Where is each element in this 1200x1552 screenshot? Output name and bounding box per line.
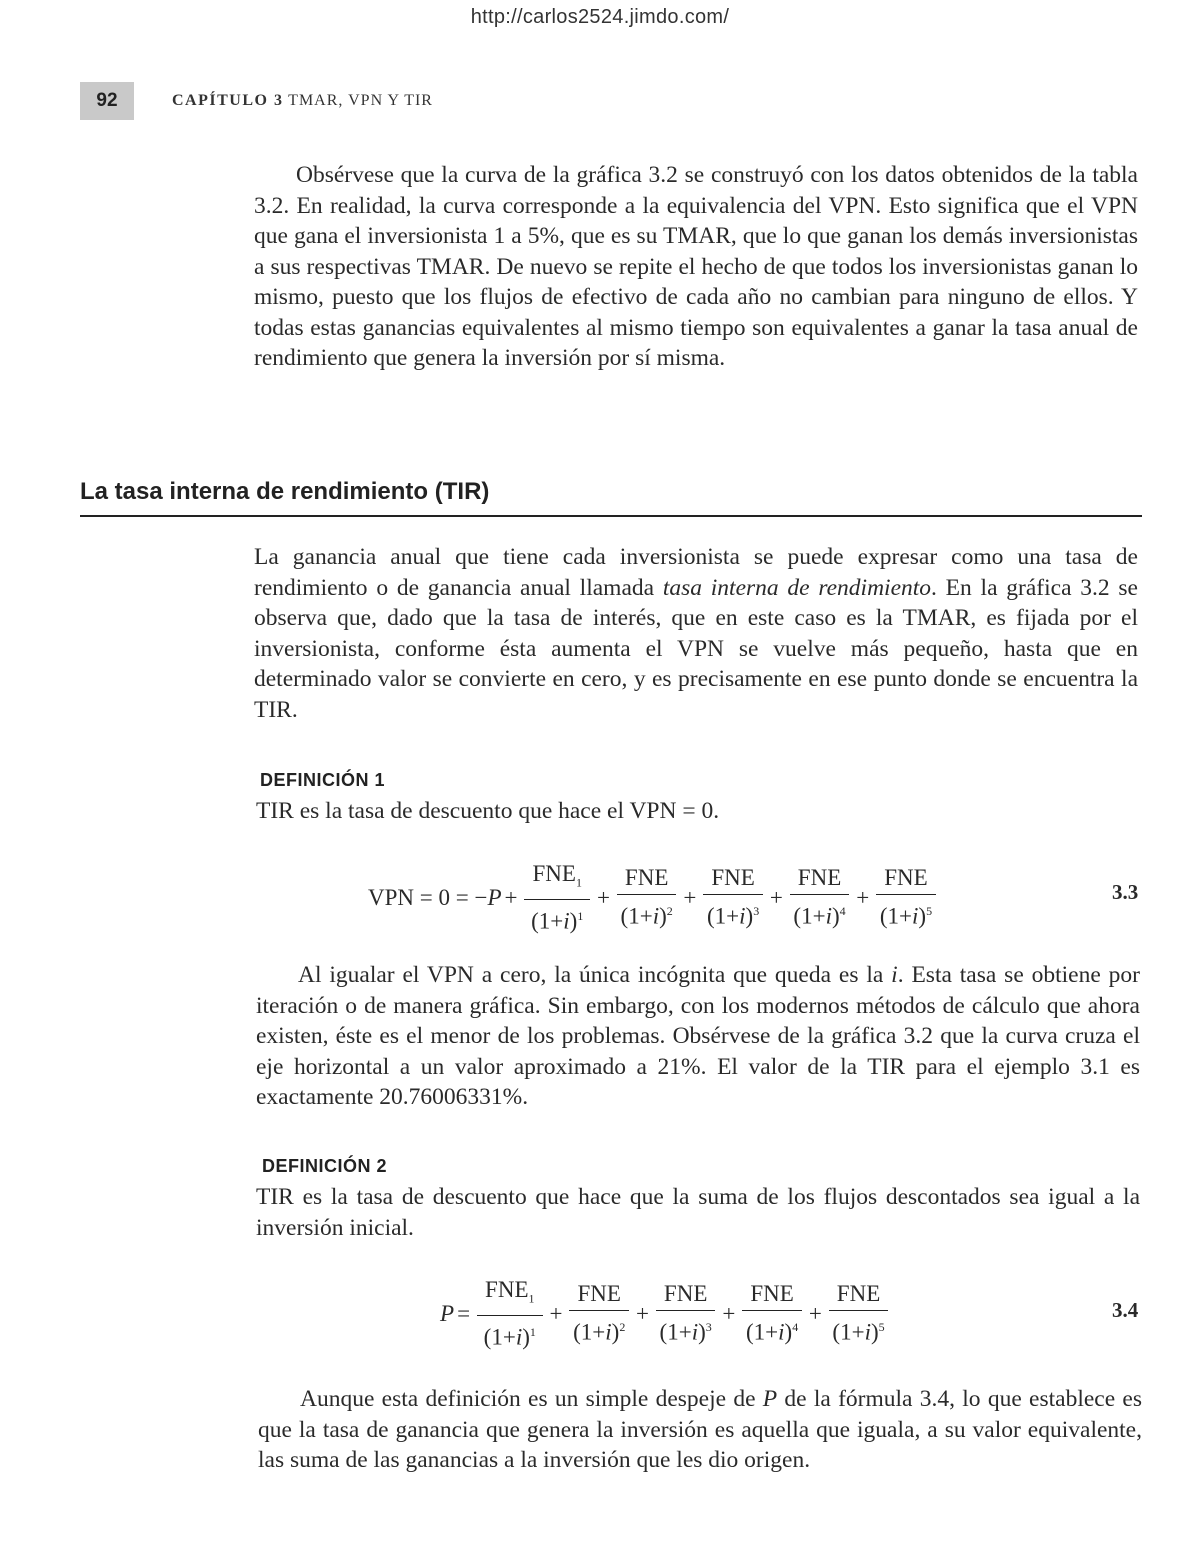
eq33-term-2: $\frac{\text{FNE}}{(1+i)^2}$ (617, 864, 676, 931)
eq33-P: P (487, 884, 502, 910)
paragraph-3-text-a: Al igualar el VPN a cero, la única incógnita que queda es la (298, 962, 892, 988)
equation-3-4-number: 3.4 (1112, 1298, 1139, 1322)
definition-1-text: TIR es la tasa de descuento que hace el VPN = 0. (256, 798, 720, 824)
definition-1-label: DEFINICIÓN 1 (260, 770, 386, 790)
paragraph-2 (254, 542, 1138, 725)
section-rule (80, 515, 1142, 517)
eq34-P: P (440, 1300, 455, 1326)
eq34-term-4: $\frac{\text{FNE}}{(1+i)^4}$ (742, 1280, 801, 1347)
eq33-term-3: $\frac{\text{FNE}}{(1+i)^3}$ (703, 864, 762, 931)
paragraph-3 (256, 960, 1140, 1113)
running-head (172, 92, 433, 110)
definition-2-label: DEFINICIÓN 2 (262, 1156, 388, 1176)
paragraph-2-text-a: La ganancia anual que tiene cada inversionista se puede expresar como una tasa de rendimiento o de ganancia anual llamada (254, 544, 1138, 601)
eq33-term-5: $\frac{\text{FNE}}{(1+i)^5}$ (876, 864, 935, 931)
paragraph-4-text-a: Aunque esta definición es un simple despeje de (300, 1386, 763, 1412)
paragraph-4-text-b: de la fórmula 3.4, lo que establece es que la tasa de ganancia que genera la inversión es aquella que iguala, a su valor equivalente, las suma de las ganancias a la inversión que les dio origen. (258, 1386, 1142, 1473)
chapter-label: CAPÍTULO 3 (172, 92, 284, 109)
equation-3-4: P = $\frac{FNE_1}{(1+i)^1}$ + $\frac{\text{FNE}}{(1+i)^2}$ + $\frac{\text{FNE}}{(1+i)^3}$ + $\frac{\text{FNE}}{(1+i)^4}$ + $\frac{\text{FNE}}{(1+i)^5}$ (440, 1276, 892, 1351)
equation-3-3-number: 3.3 (1112, 880, 1139, 904)
paragraph-4-italic: P (762, 1386, 778, 1412)
eq33-term-4: $\frac{\text{FNE}}{(1+i)^4}$ (790, 864, 849, 931)
eq34-equals: = (457, 1300, 471, 1326)
section-title: La tasa interna de rendimiento (TIR) (80, 478, 490, 505)
source-url: http://carlos2524.jimdo.com/ (470, 6, 730, 28)
eq33-lhs: VPN = 0 = − (368, 884, 488, 910)
paragraph-1-text: Obsérvese que la curva de la gráfica 3.2 se construyó con los datos obtenidos de la tabla 3.2. En realidad, la curva corresponde a la equivalencia del VPN. Esto significa que el VPN que gana el inversionista 1 a 5%, que es su TMAR, que lo que ganan los demás inversionistas a sus respectivas TMAR. De nuevo se repite el hecho de que todos los inversionistas ganan lo mismo, puesto que los flujos de efectivo de cada año no cambian para ninguno de ellos. Y todas estas ganancias equivalentes al mismo tiempo son equivalentes a ganar la tasa anual de rendimiento que genera la inversión por sí misma. (254, 162, 1138, 371)
eq34-term-2: $\frac{\text{FNE}}{(1+i)^2}$ (569, 1280, 628, 1347)
paragraph-1 (254, 160, 1138, 374)
eq33-plus: + (504, 884, 518, 910)
paragraph-2-italic: tasa interna de rendimiento (662, 574, 932, 601)
eq34-term-5: $\frac{\text{FNE}}{(1+i)^5}$ (829, 1280, 888, 1347)
paragraph-4 (258, 1384, 1142, 1476)
eq34-term-3: $\frac{\text{FNE}}{(1+i)^3}$ (656, 1280, 715, 1347)
paragraph-3-italic: i (891, 962, 898, 988)
chapter-title: TMAR, VPN Y TIR (288, 92, 433, 109)
page-number: 92 (80, 82, 134, 120)
eq33-term-1: $\frac{FNE_1}{(1+i)^1}$ (524, 860, 589, 935)
paragraph-3-text-b: . Esta tasa se obtiene por iteración o de manera gráfica. Sin embargo, con los modernos métodos de cálculo que ahora existen, éste es el menor de los problemas. Obsérvese de la gráfica 3.2 que la curva cruza el eje horizontal a un valor aproximado a 21%. El valor de la TIR para el ejemplo 3.1 es exactamente 20.76006331%. (256, 962, 1140, 1110)
equation-3-3: VPN = 0 = − P + $\frac{FNE_1}{(1+i)^1}$ + $\frac{\text{FNE}}{(1+i)^2}$ + $\frac{\text{FNE}}{(1+i)^3}$ + $\frac{\text{FNE}}{(1+i)^4}$ + $\frac{\text{FNE}}{(1+i)^5}$ (368, 860, 940, 935)
definition-2-text: TIR es la tasa de descuento que hace que la suma de los flujos descontados sea igual a la inversión inicial. (256, 1184, 1140, 1241)
paragraph-2-text-b: . En la gráfica 3.2 se observa que, dado que la tasa de interés, que en este caso es la TMAR, es fijada por el inversionista, conforme ésta aumenta el VPN se vuelve más pequeño, hasta que en determinado valor se convierte en cero, y es precisamente en ese punto donde se encuentra la TIR. (254, 574, 1138, 723)
eq34-term-1: $\frac{FNE_1}{(1+i)^1}$ (477, 1276, 542, 1351)
